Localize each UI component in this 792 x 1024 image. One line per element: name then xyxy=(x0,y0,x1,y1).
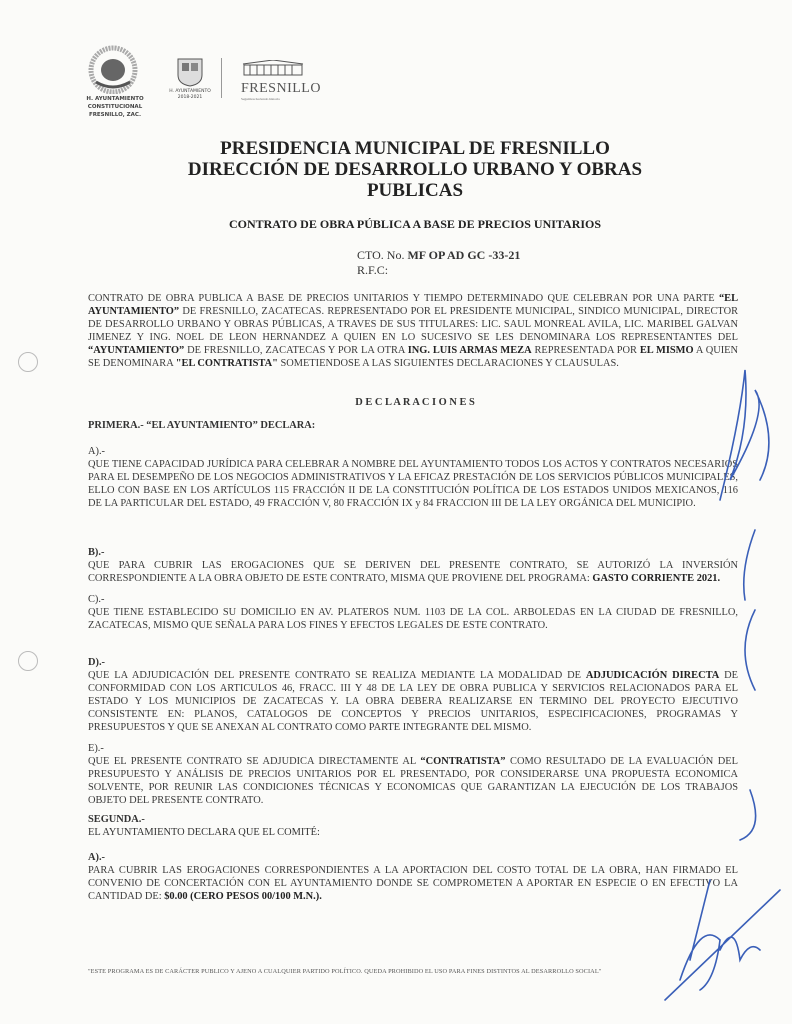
section-c-label: C).- xyxy=(88,594,105,605)
bold-text-segment: EL MISMO xyxy=(639,345,694,356)
bold-text-segment: “EL AYUNTAMIENTO” xyxy=(88,293,738,317)
title-line-3: PUBLICAS xyxy=(366,180,464,201)
signature-mark-middle xyxy=(744,530,755,690)
bold-text-segment: ING. LUIS ARMAS MEZA xyxy=(407,345,532,356)
section-a2-text xyxy=(88,864,738,903)
primera-heading: PRIMERA.- “EL AYUNTAMIENTO” DECLARA: xyxy=(88,420,316,431)
text-segment: QUE LA ADJUDICACIÓN DEL PRESENTE CONTRATO SE REALIZA MEDIANTE LA MODALIDAD DE xyxy=(88,670,586,681)
shield-logo xyxy=(176,57,204,92)
segunda-heading: SEGUNDA.- xyxy=(88,814,145,825)
text-segment: QUE PARA CUBRIR LAS EROGACIONES QUE SE DERIVEN DEL PRESENTE CONTRATO, SE AUTORIZÓ LA INVERSIÓN CORRESPONDIENTE A LA OBRA OBJETO DE ESTE CONTRATO, MISMA QUE PROVIENE DEL PROGRAMA: xyxy=(88,560,738,584)
text-segment: DE FRESNILLO, ZACATECAS Y POR LA OTRA xyxy=(184,345,408,356)
shield-caption-line: H. AYUNTAMIENTO xyxy=(169,89,211,94)
signature-bottom xyxy=(665,880,780,1000)
bold-text-segment: "EL CONTRATISTA" xyxy=(175,358,278,369)
section-e-text xyxy=(88,755,738,807)
section-a-label: A).- xyxy=(88,446,106,457)
text-segment: PARA CUBRIR LAS EROGACIONES CORRESPONDIENTES A LA APORTACION DEL COSTO TOTAL DE LA OBRA, HAN FIRMADO EL CONVENIO DE CONCERTACIÓN CON EL AYUNTAMIENTO DONDE SE COMPROMETEN A APORTAR EN ESPECIE O EN EFECTIVO LA CANTIDAD DE: xyxy=(88,865,738,902)
logo-divider xyxy=(221,58,222,98)
bold-text-segment: “CONTRATISTA” xyxy=(420,756,506,767)
seal-caption-line: FRESNILLO, ZAC. xyxy=(88,112,142,118)
section-b-text xyxy=(88,559,738,585)
building-icon xyxy=(241,60,305,76)
text-segment: QUE TIENE CAPACIDAD JURÍDICA PARA CELEBRAR A NOMBRE DEL AYUNTAMIENTO TODOS LOS ACTOS Y CONTRATOS NECESARIOS PARA EL DESEMPEÑO DE LOS NEGOCIOS ADMINISTRATIVOS Y LA EFICAZ PRESTACIÓN DE LOS SERVICIOS PÚBLICOS MUNICIPALES, ELLO CON BASE EN LOS ARTÍCULOS 115 FRACCIÓN II DE LA CONSTITUCIÓN POLÍTICA DE LOS ESTADOS UNIDOS MEXICANOS, 116 DE LA PARTICULAR DEL ESTADO, 49 FRACCIÓN V, 80 FRACCIÓN IX y 84 FRACCION III DE LA LEY ORGÁNICA DEL MUNICIPIO. xyxy=(88,459,738,509)
section-d-label: D).- xyxy=(88,657,106,668)
text-segment: QUE EL PRESENTE CONTRATO SE ADJUDICA DIRECTAMENTE AL xyxy=(88,756,421,767)
seal-caption xyxy=(70,95,160,119)
title-line-2: DIRECCIÓN DE DESARROLLO URBANO Y OBRAS xyxy=(187,159,643,180)
seal-caption-line: H. AYUNTAMIENTO xyxy=(86,96,144,102)
section-d-text xyxy=(88,669,738,734)
signature-mark-lower xyxy=(740,790,756,840)
declaraciones-heading: D E C L A R A C I O N E S xyxy=(355,397,475,408)
city-logo-text: FRESNILLO xyxy=(241,81,321,96)
bold-text-segment: $0.00 (CERO PESOS 00/100 M.N.). xyxy=(164,891,322,902)
title-line-1: PRESIDENCIA MUNICIPAL DE FRESNILLO xyxy=(220,138,610,159)
city-logo-tagline: Seguimos haciendo historia xyxy=(241,97,280,101)
text-segment: A QUIEN SE DENOMINARA xyxy=(88,345,739,369)
seal-caption-line: CONSTITUCIONAL xyxy=(87,104,143,110)
shield-caption-line: 2018-2021 xyxy=(177,95,203,100)
text-segment: COMO RESULTADO DE LA EVALUACIÓN DEL PRESUPUESTO Y ANÁLISIS DE PRECIOS UNITARIOS POR EL PRESENTADO, POR CONSIDERARSE UNA PROPUESTA ECONOMICA SOLVENTE, POR REUNIR LAS CONDICIONES TÉCNICAS Y ECONOMICAS QUE GARANTIZAN LA EJECUCIÓN DE LOS TRABAJOS OBJETO DEL PRESENTE CONTRATO. xyxy=(88,756,738,806)
bold-text-segment: ADJUDICACIÓN DIRECTA xyxy=(585,670,720,681)
bold-text-segment: GASTO CORRIENTE 2021. xyxy=(592,573,721,584)
shield-caption xyxy=(168,89,212,101)
section-e-label: E).- xyxy=(88,743,104,754)
mexican-seal xyxy=(78,44,148,99)
intro-paragraph xyxy=(88,292,738,370)
contract-number xyxy=(357,248,520,262)
rfc-label: R.F.C: xyxy=(357,263,389,277)
section-b-label: B).- xyxy=(88,547,105,558)
text-segment: REPRESENTADA POR xyxy=(531,345,640,356)
footer-disclaimer: "ESTE PROGRAMA ES DE CARÁCTER PUBLICO Y AJENO A CUALQUIER PARTIDO POLÍTICO. QUEDA PROHIBIDO EL USO PARA FINES DISTINTOS AL DESARROLLO SOCIAL" xyxy=(88,968,602,975)
section-c-text xyxy=(88,606,738,632)
shield-icon xyxy=(176,57,204,87)
hole-punch xyxy=(18,651,38,671)
text-segment: SOMETIENDOSE A LAS SIGUIENTES DECLARACIONES Y CLAUSULAS. xyxy=(277,358,619,369)
section-a-text xyxy=(88,458,738,510)
text-segment: CONTRATO DE OBRA PUBLICA A BASE DE PRECIOS UNITARIOS Y TIEMPO DETERMINADO QUE CELEBRAN POR UNA PARTE xyxy=(88,293,719,304)
signature-initial-top xyxy=(720,370,769,500)
signature-marks xyxy=(660,360,792,1020)
section-a2-label: A).- xyxy=(88,852,106,863)
bold-text-segment: “AYUNTAMIENTO” xyxy=(88,345,185,356)
fresnillo-logo xyxy=(241,60,321,102)
text-segment: DE FRESNILLO, ZACATECAS. REPRESENTADO POR EL PRESIDENTE MUNICIPAL, SINDICO MUNICIPAL, DIRECTOR DE DESARROLLO URBANO Y OBRAS PÚBLICAS, A TRAVES DE SUS TITULARES: LIC. SAUL MONREAL AVILA, LIC. MARIBEL GALVAN JIMENEZ Y ING. NOEL DE LEON HERNANDEZ A QUIEN EN LO SUCESIVO SE LES DENOMINARA LOS REPRESENTANTES DEL xyxy=(88,306,738,343)
contract-body xyxy=(88,292,738,903)
segunda-subheading: EL AYUNTAMIENTO DECLARA QUE EL COMITÉ: xyxy=(88,827,320,838)
cto-number: MF OP AD GC -33-21 xyxy=(407,248,521,262)
cto-label: CTO. No. xyxy=(357,248,405,262)
text-segment: DE CONFORMIDAD CON LOS ARTICULOS 46, FRACC. III Y 48 DE LA LEY DE OBRA PUBLICA Y SERVICIOS RELACIONADOS PARA EL ESTADO Y LOS MUNICIPIOS DE ZACATECAS Y. LA OBRA DEBERA REALIZARSE EN TERMINO DEL PROYECTO EJECUTIVO CONSISTENTE EN: PLANOS, CATALOGOS DE CONCEPTOS Y PRECIOS UNITARIOS, ESPECIFICACIONES, PROGRAMAS Y PRESUPUESTOS Y QUE SE ANEXAN AL CONTRATO COMO PARTE INTEGRANTE DEL MISMO. xyxy=(88,670,739,733)
text-segment: QUE TIENE ESTABLECIDO SU DOMICILIO EN AV. PLATEROS NUM. 1103 DE LA COL. ARBOLEDAS EN LA CIUDAD DE FRESNILLO, ZACATECAS, MISMO QUE SEÑALA PARA LOS FINES Y EFECTOS LEGALES DE ESTE CONTRATO. xyxy=(88,607,738,631)
contract-subtitle: CONTRATO DE OBRA PÚBLICA A BASE DE PRECIOS UNITARIOS xyxy=(228,217,602,231)
hole-punch xyxy=(18,352,38,372)
eagle-seal-icon xyxy=(78,44,148,94)
